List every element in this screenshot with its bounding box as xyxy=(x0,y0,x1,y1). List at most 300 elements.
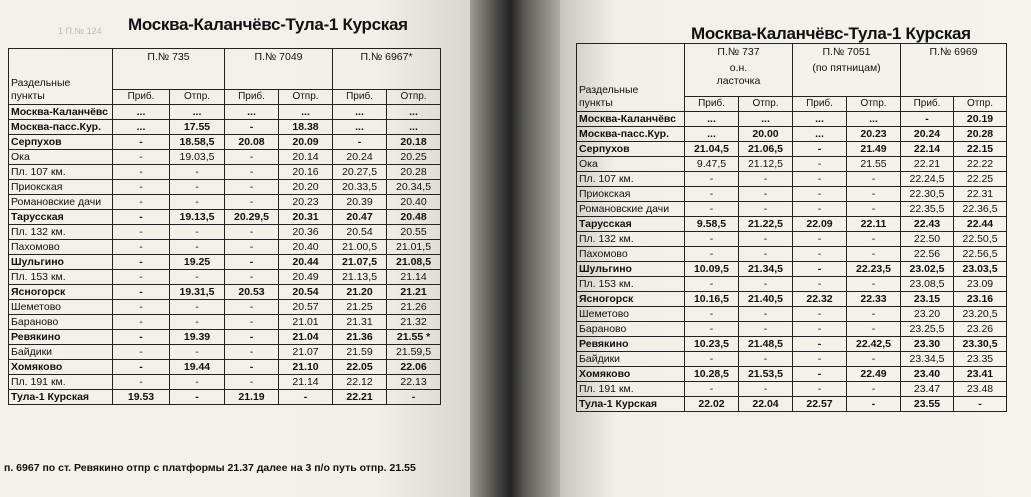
timetable-row xyxy=(577,337,1007,352)
departure-time: - xyxy=(739,232,793,247)
departure-time: - xyxy=(847,397,901,412)
departure-time: 22.49 xyxy=(847,367,901,382)
arrival-time: 20.24 xyxy=(901,127,954,142)
departure-time: - xyxy=(170,270,225,285)
timetable-row xyxy=(9,300,441,315)
departure-time: - xyxy=(279,390,333,405)
arrival-time: - xyxy=(225,255,279,270)
arrival-time: - xyxy=(685,187,739,202)
timetable-row xyxy=(577,277,1007,292)
departure-time: ... xyxy=(847,112,901,127)
arrival-time: - xyxy=(225,240,279,255)
arrival-time: - xyxy=(225,375,279,390)
station-name: Ясногорск xyxy=(9,285,113,300)
arrival-time: 22.35,5 xyxy=(901,202,954,217)
arrival-time: - xyxy=(793,382,847,397)
departure-time: 21.21 xyxy=(387,285,441,300)
station-name: Романовские дачи xyxy=(9,195,113,210)
arrival-time: - xyxy=(113,285,170,300)
departure-time: 22.23,5 xyxy=(847,262,901,277)
arrival-time: 21.04,5 xyxy=(685,142,739,157)
timetable-row xyxy=(9,135,441,150)
departure-time: 22.33 xyxy=(847,292,901,307)
departure-time: 20.23 xyxy=(279,195,333,210)
arrival-time: 20.27,5 xyxy=(333,165,387,180)
timetable-row xyxy=(9,360,441,375)
departure-time: - xyxy=(739,322,793,337)
arrival-header: Приб. xyxy=(225,90,279,105)
arrival-time: - xyxy=(225,120,279,135)
departure-header: Отпр. xyxy=(170,90,225,105)
arrival-time: 22.30,5 xyxy=(901,187,954,202)
departure-time: 22.15 xyxy=(954,142,1007,157)
departure-time: - xyxy=(739,187,793,202)
arrival-time: 21.25 xyxy=(333,300,387,315)
arrival-time: ... xyxy=(113,105,170,120)
departure-time: 23.16 xyxy=(954,292,1007,307)
arrival-time: 20.29,5 xyxy=(225,210,279,225)
departure-time: 20.57 xyxy=(279,300,333,315)
departure-time: - xyxy=(847,247,901,262)
departure-time: 23.48 xyxy=(954,382,1007,397)
departure-time: 21.07 xyxy=(279,345,333,360)
departure-time: 18.58,5 xyxy=(170,135,225,150)
train-number: П.№ 737 xyxy=(717,46,760,58)
arrival-time: - xyxy=(793,322,847,337)
departure-time: 19.13,5 xyxy=(170,210,225,225)
train-header xyxy=(113,49,225,90)
departure-time: 21.34,5 xyxy=(739,262,793,277)
arrival-time: - xyxy=(901,112,954,127)
timetable-row xyxy=(9,390,441,405)
departure-time: - xyxy=(739,172,793,187)
departure-time: - xyxy=(170,165,225,180)
station-name: Шульгино xyxy=(9,255,113,270)
arrival-time: 21.59 xyxy=(333,345,387,360)
station-name: Байдики xyxy=(9,345,113,360)
arrival-header: Приб. xyxy=(113,90,170,105)
station-name: Пл. 191 км. xyxy=(577,382,685,397)
station-name: Ока xyxy=(577,157,685,172)
arrival-time: 23.20 xyxy=(901,307,954,322)
train-header xyxy=(333,49,441,90)
arrival-time: - xyxy=(793,262,847,277)
arrival-time: 20.39 xyxy=(333,195,387,210)
departure-time: ... xyxy=(739,112,793,127)
arrival-time: 21.13,5 xyxy=(333,270,387,285)
arrival-time: - xyxy=(793,157,847,172)
arrival-time: 22.02 xyxy=(685,397,739,412)
station-name: Пл. 132 км. xyxy=(577,232,685,247)
arrival-time: - xyxy=(793,142,847,157)
train-header xyxy=(901,44,1007,97)
arrival-time: ... xyxy=(333,120,387,135)
arrival-header: Приб. xyxy=(901,97,954,112)
arrival-time: - xyxy=(793,247,847,262)
train-header xyxy=(225,49,333,90)
station-name: Пл. 191 км. xyxy=(9,375,113,390)
departure-time: 20.28 xyxy=(954,127,1007,142)
arrival-time: - xyxy=(793,337,847,352)
arrival-time: - xyxy=(113,135,170,150)
departure-time: 22.36,5 xyxy=(954,202,1007,217)
arrival-time: - xyxy=(685,352,739,367)
timetable-row xyxy=(577,142,1007,157)
station-name: Шульгино xyxy=(577,262,685,277)
departure-time: - xyxy=(170,315,225,330)
arrival-time: - xyxy=(225,225,279,240)
arrival-time: 21.19 xyxy=(225,390,279,405)
arrival-time: - xyxy=(685,382,739,397)
arrival-time: - xyxy=(113,300,170,315)
departure-time: 22.11 xyxy=(847,217,901,232)
timetable-row xyxy=(577,127,1007,142)
departure-time: 20.19 xyxy=(954,112,1007,127)
departure-header: Отпр. xyxy=(954,97,1007,112)
station-name: Байдики xyxy=(577,352,685,367)
departure-time: - xyxy=(170,300,225,315)
arrival-time: - xyxy=(793,307,847,322)
timetable-row xyxy=(577,112,1007,127)
arrival-time: - xyxy=(685,277,739,292)
station-name: Ока xyxy=(9,150,113,165)
arrival-time: 20.08 xyxy=(225,135,279,150)
departure-time: - xyxy=(387,390,441,405)
arrival-time: 20.24 xyxy=(333,150,387,165)
timetable-row xyxy=(577,157,1007,172)
station-name: Пл. 153 км. xyxy=(577,277,685,292)
departure-time: 23.41 xyxy=(954,367,1007,382)
timetable-row xyxy=(577,172,1007,187)
station-name: Серпухов xyxy=(577,142,685,157)
arrival-time: - xyxy=(793,172,847,187)
departure-time: - xyxy=(739,307,793,322)
station-name: Ревякино xyxy=(9,330,113,345)
arrival-time: - xyxy=(793,202,847,217)
departure-time: 20.44 xyxy=(279,255,333,270)
timetable-row xyxy=(9,345,441,360)
departure-time: - xyxy=(847,202,901,217)
station-name: Хомяково xyxy=(577,367,685,382)
station-name: Пахомово xyxy=(9,240,113,255)
stations-column-header: Раздельные пункты xyxy=(577,44,685,112)
arrival-time: 22.09 xyxy=(793,217,847,232)
station-name: Москва-пасс.Кур. xyxy=(577,127,685,142)
right-timetable xyxy=(576,43,1007,412)
left-page xyxy=(0,0,470,497)
departure-time: 19.25 xyxy=(170,255,225,270)
arrival-time: 21.00,5 xyxy=(333,240,387,255)
departure-time: 21.55 xyxy=(847,157,901,172)
train-number: П.№ 6969 xyxy=(929,46,978,58)
train-header xyxy=(793,44,901,97)
arrival-time: - xyxy=(113,165,170,180)
station-name: Пл. 107 км. xyxy=(577,172,685,187)
departure-time: 21.06,5 xyxy=(739,142,793,157)
departure-header: Отпр. xyxy=(279,90,333,105)
arrival-time: 22.43 xyxy=(901,217,954,232)
arrival-time: 23.02,5 xyxy=(901,262,954,277)
departure-time: 23.35 xyxy=(954,352,1007,367)
arrival-time: 22.32 xyxy=(793,292,847,307)
departure-time: - xyxy=(739,382,793,397)
timetable-row xyxy=(9,225,441,240)
arrival-time: - xyxy=(113,255,170,270)
station-name: Пахомово xyxy=(577,247,685,262)
station-name: Ревякино xyxy=(577,337,685,352)
train-header-row xyxy=(9,49,441,90)
departure-time: 22.31 xyxy=(954,187,1007,202)
departure-time: 22.13 xyxy=(387,375,441,390)
arrival-header: Приб. xyxy=(333,90,387,105)
arrival-time: 21.20 xyxy=(333,285,387,300)
arrival-time: - xyxy=(225,180,279,195)
departure-time: 20.25 xyxy=(387,150,441,165)
departure-time: 21.14 xyxy=(279,375,333,390)
timetable-row xyxy=(577,352,1007,367)
timetable-row xyxy=(577,262,1007,277)
timetable-row xyxy=(577,292,1007,307)
departure-time: 20.36 xyxy=(279,225,333,240)
timetable-row xyxy=(9,330,441,345)
station-name: Приокская xyxy=(9,180,113,195)
station-name: Бараново xyxy=(577,322,685,337)
departure-time: 22.25 xyxy=(954,172,1007,187)
station-name: Москва-пасс.Кур. xyxy=(9,120,113,135)
train-note: (по пятницам) xyxy=(812,62,881,74)
arrival-header: Приб. xyxy=(685,97,739,112)
arrival-time: 21.07,5 xyxy=(333,255,387,270)
departure-time: 20.31 xyxy=(279,210,333,225)
left-footnote: п. 6967 по ст. Ревякино отпр с платформы 21.37 далее на 3 п/о путь отпр. 21.55 xyxy=(4,462,416,474)
station-name: Москва-Каланчёвс xyxy=(9,105,113,120)
arrival-time: 23.08,5 xyxy=(901,277,954,292)
arrival-time: 10.09,5 xyxy=(685,262,739,277)
station-name: Приокская xyxy=(577,187,685,202)
arrival-time: - xyxy=(225,315,279,330)
departure-time: - xyxy=(847,382,901,397)
station-name: Ясногорск xyxy=(577,292,685,307)
timetable-row xyxy=(577,202,1007,217)
right-page xyxy=(560,0,1031,497)
book-gutter xyxy=(470,0,560,497)
departure-time: 23.30,5 xyxy=(954,337,1007,352)
arrival-time: 23.55 xyxy=(901,397,954,412)
arrival-time: 21.36 xyxy=(333,330,387,345)
arrival-time: - xyxy=(793,232,847,247)
arrival-time: 10.16,5 xyxy=(685,292,739,307)
departure-time: 18.38 xyxy=(279,120,333,135)
arrival-time: 23.30 xyxy=(901,337,954,352)
departure-time: - xyxy=(847,307,901,322)
departure-time: 22.44 xyxy=(954,217,1007,232)
arrival-time: 22.21 xyxy=(333,390,387,405)
departure-time: - xyxy=(847,277,901,292)
arrival-time: - xyxy=(225,270,279,285)
departure-time: 21.55 * xyxy=(387,330,441,345)
station-name: Пл. 107 км. xyxy=(9,165,113,180)
arrival-time: - xyxy=(685,202,739,217)
arrival-time: ... xyxy=(225,105,279,120)
departure-time: - xyxy=(170,195,225,210)
right-page-title: Москва-Каланчёвс-Тула-1 Курская xyxy=(691,24,971,43)
arrival-time: ... xyxy=(113,120,170,135)
departure-time: - xyxy=(170,240,225,255)
arrival-time: ... xyxy=(685,112,739,127)
departure-time: 21.04 xyxy=(279,330,333,345)
timetable-row xyxy=(577,307,1007,322)
arrival-time: - xyxy=(113,270,170,285)
timetable-row xyxy=(9,105,441,120)
arrival-time: 20.54 xyxy=(333,225,387,240)
timetable-row xyxy=(9,240,441,255)
timetable-row xyxy=(9,315,441,330)
arrival-time: - xyxy=(113,330,170,345)
arrival-time: ... xyxy=(793,127,847,142)
departure-time: - xyxy=(847,352,901,367)
departure-time: 22.50,5 xyxy=(954,232,1007,247)
arrival-time: - xyxy=(793,277,847,292)
departure-time: - xyxy=(170,180,225,195)
departure-time: - xyxy=(847,172,901,187)
departure-time: 21.10 xyxy=(279,360,333,375)
departure-time: 20.28 xyxy=(387,165,441,180)
arrival-time: 22.21 xyxy=(901,157,954,172)
departure-time: 20.34,5 xyxy=(387,180,441,195)
arrival-time: 21.31 xyxy=(333,315,387,330)
train-number: П.№ 7051 xyxy=(822,46,871,58)
departure-time: 17.55 xyxy=(170,120,225,135)
departure-time: 20.55 xyxy=(387,225,441,240)
arrival-time: - xyxy=(685,172,739,187)
departure-time: - xyxy=(170,225,225,240)
arrival-time: - xyxy=(225,360,279,375)
arrival-time: - xyxy=(793,352,847,367)
departure-time: - xyxy=(739,202,793,217)
arrival-time: 22.14 xyxy=(901,142,954,157)
departure-time: 21.59,5 xyxy=(387,345,441,360)
arrival-time: 22.57 xyxy=(793,397,847,412)
arrival-time: ... xyxy=(793,112,847,127)
departure-time: 22.42,5 xyxy=(847,337,901,352)
arrival-time: ... xyxy=(333,105,387,120)
arrival-time: 9.58,5 xyxy=(685,217,739,232)
departure-time: 23.20,5 xyxy=(954,307,1007,322)
arrival-time: 23.47 xyxy=(901,382,954,397)
departure-time: 20.49 xyxy=(279,270,333,285)
station-name: Пл. 153 км. xyxy=(9,270,113,285)
arrival-time: 22.56 xyxy=(901,247,954,262)
arrival-time: - xyxy=(685,307,739,322)
arrival-time: 10.23,5 xyxy=(685,337,739,352)
departure-time: ... xyxy=(387,120,441,135)
station-name: Москва-Каланчёвс xyxy=(577,112,685,127)
station-name: Тула-1 Курская xyxy=(577,397,685,412)
timetable-row xyxy=(9,375,441,390)
arrival-time: 23.34,5 xyxy=(901,352,954,367)
arrival-time: 22.50 xyxy=(901,232,954,247)
timetable-row xyxy=(9,195,441,210)
train-number: П.№ 7049 xyxy=(254,51,303,63)
arrival-time: - xyxy=(113,180,170,195)
stations-column-header: Раздельные пункты xyxy=(9,49,113,105)
departure-time: - xyxy=(739,352,793,367)
departure-time: 20.40 xyxy=(279,240,333,255)
departure-time: ... xyxy=(170,105,225,120)
arrival-time: - xyxy=(225,330,279,345)
departure-time: - xyxy=(847,187,901,202)
departure-time: - xyxy=(954,397,1007,412)
arrival-time: 23.15 xyxy=(901,292,954,307)
departure-time: 21.48,5 xyxy=(739,337,793,352)
timetable-row xyxy=(9,150,441,165)
arrival-time: - xyxy=(113,240,170,255)
station-name: Бараново xyxy=(9,315,113,330)
station-name: Тарусская xyxy=(577,217,685,232)
departure-header: Отпр. xyxy=(847,97,901,112)
departure-time: 21.26 xyxy=(387,300,441,315)
arrival-time: - xyxy=(113,345,170,360)
timetable-row xyxy=(9,270,441,285)
arrival-time: - xyxy=(113,225,170,240)
arrival-time: 20.47 xyxy=(333,210,387,225)
departure-time: 19.39 xyxy=(170,330,225,345)
left-page-title: Москва-Каланчёвс-Тула-1 Курская xyxy=(128,15,408,34)
station-name: Шеметово xyxy=(577,307,685,322)
station-name: Романовские дачи xyxy=(577,202,685,217)
train-header-row xyxy=(577,44,1007,97)
timetable-row xyxy=(577,217,1007,232)
departure-time: 22.56,5 xyxy=(954,247,1007,262)
departure-time: 21.22,5 xyxy=(739,217,793,232)
timetable-row xyxy=(577,232,1007,247)
arrival-time: - xyxy=(685,247,739,262)
arrival-time: - xyxy=(113,315,170,330)
arrival-time: ... xyxy=(685,127,739,142)
arrival-time: - xyxy=(225,150,279,165)
timetable-row xyxy=(577,382,1007,397)
departure-header: Отпр. xyxy=(387,90,441,105)
departure-time: 22.04 xyxy=(739,397,793,412)
arrival-time: - xyxy=(225,165,279,180)
departure-time: 22.06 xyxy=(387,360,441,375)
timetable-row xyxy=(577,322,1007,337)
departure-time: 20.54 xyxy=(279,285,333,300)
departure-time: 21.01,5 xyxy=(387,240,441,255)
departure-time: - xyxy=(170,345,225,360)
arrival-time: - xyxy=(333,135,387,150)
departure-time: 20.09 xyxy=(279,135,333,150)
arrival-time: - xyxy=(113,360,170,375)
timetable-row xyxy=(9,165,441,180)
station-name: Серпухов xyxy=(9,135,113,150)
station-name: Пл. 132 км. xyxy=(9,225,113,240)
arrival-time: - xyxy=(113,150,170,165)
arrival-time: 20.33,5 xyxy=(333,180,387,195)
arrival-time: 23.40 xyxy=(901,367,954,382)
arrival-time: - xyxy=(685,322,739,337)
departure-time: 20.40 xyxy=(387,195,441,210)
timetable-row xyxy=(577,247,1007,262)
departure-time: - xyxy=(739,247,793,262)
departure-time: 21.49 xyxy=(847,142,901,157)
timetable-row xyxy=(577,397,1007,412)
departure-time: 19.44 xyxy=(170,360,225,375)
departure-time: - xyxy=(847,322,901,337)
arrival-time: - xyxy=(113,195,170,210)
departure-header: Отпр. xyxy=(739,97,793,112)
arrival-time: 9.47,5 xyxy=(685,157,739,172)
